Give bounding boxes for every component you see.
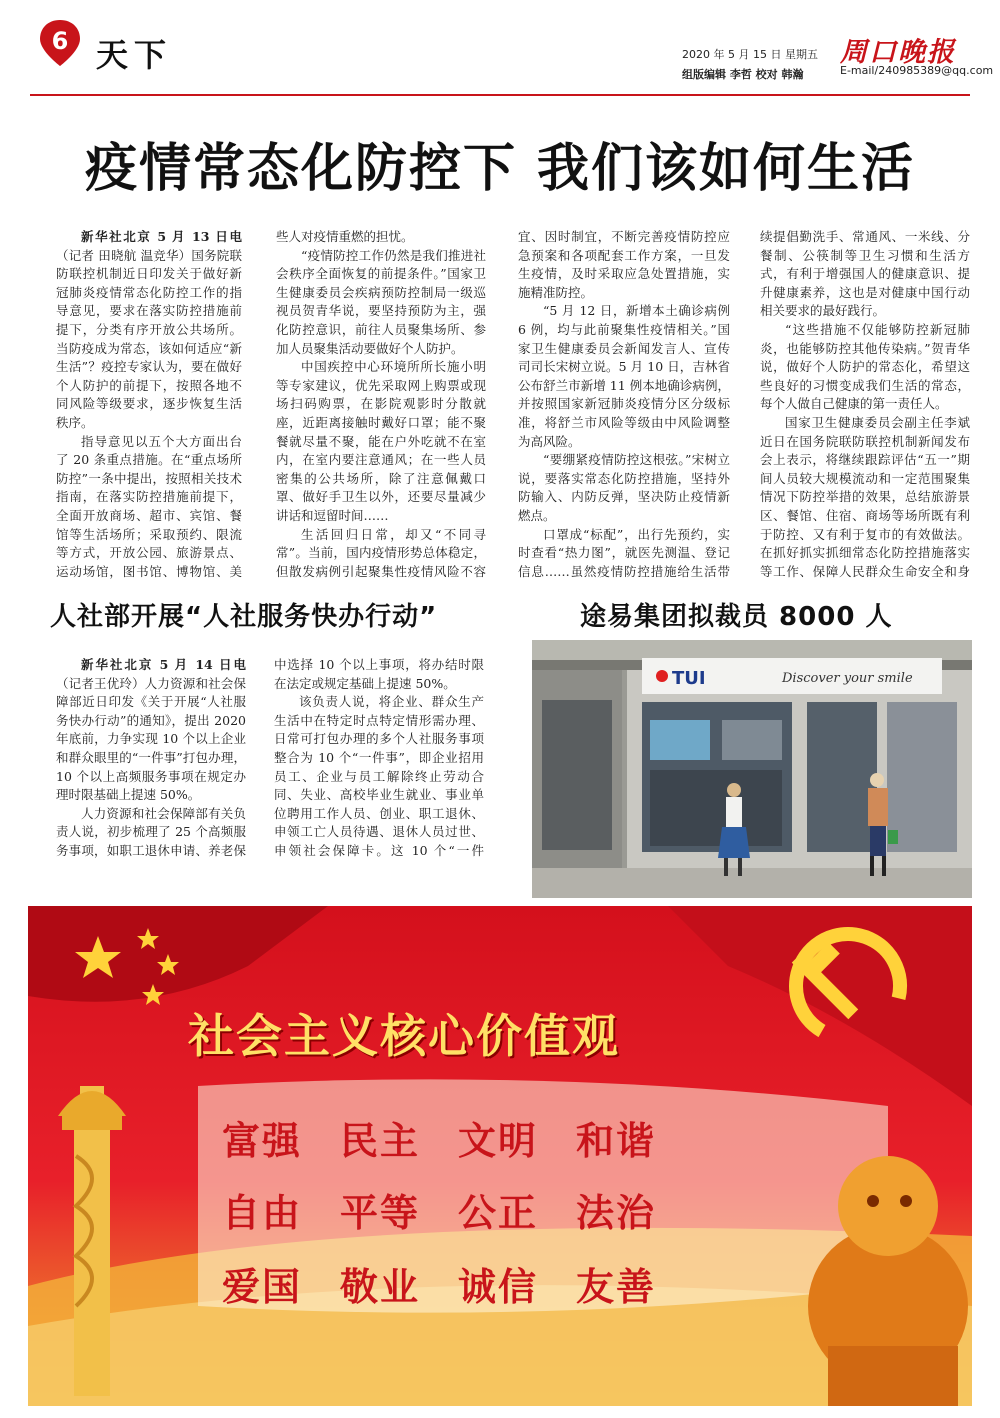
- dateline: 新华社北京 5 月 13 日电: [81, 229, 242, 244]
- value-word: 民主: [340, 1119, 421, 1163]
- article2-headline: 人社部开展“人社服务快办行动”: [50, 602, 438, 632]
- value-word: 友善: [576, 1265, 657, 1309]
- paragraph: 指导意见以五个大方面出台了 20 条重点措施。在“重点场所防控”一条中提出，按照相关技术指南，在落实防控措施前提下，全面开放商场、超市、宾馆、餐馆等生活场所；采取预约、限流等方式，开放公园、旅游景点、运动场馆，图书馆、博物馆、美: [56, 433, 242, 579]
- paragraph: 续提倡勤洗手、常通风、一米线、分餐制、公筷制等卫生习惯和生活方式，有利于增强国人的健康意识、提升健康素养，这也是对健康中国行动相关要求的最好践行。: [760, 229, 970, 319]
- dateline: 新华社北京 5 月 14 日电: [81, 657, 246, 672]
- main-headline: 疫情常态化防控下 我们该如何生活: [84, 139, 916, 199]
- value-word: 和谐: [576, 1119, 657, 1163]
- paragraph: 口罩成“标配”，出行先预约，实时查看“热力图”，就医先测温、登记信息……虽然疫情防控措施给生活带: [518, 526, 730, 579]
- main-article-col-2: [276, 228, 486, 580]
- masthead-logo: 周口晚报: [840, 37, 956, 68]
- main-article-col-1: [56, 228, 242, 580]
- paragraph: 该负责人说，将企业、群众生产生活中在特定时点特定情形需办理、日常可打包办理的多个人社服务事项整合为 10 个“一件事”，即企业招用员工、企业与员工解除终止劳动合同、失业、高校毕业生就业、事业单位聘用工作人员、创业、职工退休、申领工亡人员待遇、退休人员过世、申领社会保障卡。这 10 个“一件: [274, 694, 484, 858]
- photo-sign-slogan: Discover your smile: [782, 671, 913, 686]
- article3-headline: 途易集团拟裁员 8000 人: [580, 602, 893, 632]
- value-word: 敬业: [340, 1265, 421, 1309]
- main-article-col-3: [518, 228, 730, 580]
- value-word: 法治: [576, 1191, 657, 1235]
- email: E-mail/240985389@qq.com: [840, 64, 994, 77]
- header-rule: [30, 94, 970, 96]
- paragraph: “这些措施不仅能够防控新冠肺炎，也能够防控其他传染病。”贺青华说，做好个人防护的常态化，希望这些良好的习惯变成我们生活的常态，每个人做自己健康的第一责任人。: [760, 321, 970, 412]
- section-name: 天下: [96, 36, 173, 74]
- paragraph: 些人对疫情重燃的担忧。: [276, 229, 414, 244]
- paragraph: “疫情防控工作仍然是我们推进社会秩序全面恢复的前提条件。”国家卫生健康委员会疾病预防控制局一级巡视员贺青华说，要坚持预防为主，强化防控意识，前往人员聚集场所、参加人员聚集活动要做好个人防护。: [276, 247, 486, 356]
- value-word: 富强: [222, 1119, 303, 1163]
- value-word: 公正: [458, 1191, 539, 1235]
- issue-date: 2020 年 5 月 15 日 星期五: [682, 48, 818, 61]
- value-word: 平等: [340, 1191, 421, 1235]
- value-word: 爱国: [222, 1265, 303, 1309]
- main-article-col-4: [760, 228, 970, 580]
- editors: 组版编辑 李哲 校对 韩瀚: [682, 68, 804, 81]
- paragraph: （记者 田晓航 温竞华）国务院联防联控机制近日印发关于做好新冠肺炎疫情常态化防控工作的指导意见，要求在落实防控措施前提下，分类有序开放公共场所。当防疫成为常态，该如何适应“新生活”？疫控专家认为，要在做好个人防护的前提下，按照各地不同风险等级要求，逐步恢复生活秩序。: [56, 247, 242, 430]
- tui-storefront-photo: [532, 640, 972, 898]
- paragraph: 国家卫生健康委员会副主任李斌近日在国务院联防联控机制新闻发布会上表示，将继续跟踪评估“五一”期间人员较大规模流动和一定范围聚集情况下防控举措的效果，总结旅游景区、餐馆、住宿、商场等场所既有利于防控、又有利于复市的有效做法。在抓好抓实抓细常态化防控措施落实等工作、保障人民群众生命安全和身: [760, 414, 970, 579]
- paragraph: 生活回归日常，却又“不同寻常”。当前，国内疫情形势总体稳定，但散发病例引起聚集性疫情风险不容: [276, 526, 486, 579]
- page-number-badge: [38, 18, 82, 68]
- paragraph: （记者王优玲）人力资源和社会保障部近日印发《关于开展“人社服务快办行动”的通知》，提出 2020 年底前，力争实现 10 个以上企业和群众眼里的“一件事”打包办理，10 个以上高频服务事项在规定办理时限基础上提速 50%。: [56, 675, 246, 803]
- photo-sign-brand: TUI: [672, 668, 706, 689]
- value-word: 文明: [458, 1119, 539, 1163]
- value-word: 自由: [222, 1191, 303, 1235]
- paragraph: 中国疾控中心环境所所长施小明等专家建议，优先采取网上购票或现场扫码购票，在影院观影时分散就座，近距离接触时戴好口罩；能不聚餐就尽量不聚，能在户外吃就不在室内，在室内要注意通风；在一些人员密集的公共场所，除了注意佩戴口罩、做好手卫生以外，还要尽量减少讲话和逗留时间……: [276, 359, 486, 523]
- article2-col-1: [56, 656, 246, 860]
- header-meta: [682, 45, 818, 85]
- value-word: 诚信: [458, 1265, 539, 1309]
- paragraph: “5 月 12 日，新增本土确诊病例 6 例，均与此前聚集性疫情相关。”国家卫生健康委员会新闻发言人、宣传司司长宋树立说。5 月 10 日，吉林省公布舒兰市新增 11 例本地确诊病例，并按照国家新冠肺炎疫情分区分级标准，将舒兰市风险等级由中风险调整为高风险。: [518, 303, 730, 449]
- article2-col-2: [274, 656, 484, 860]
- paragraph: 中选择 10 个以上事项，将办结时限在法定或规定基础上提速 50%。: [274, 657, 484, 691]
- banner-title: 社会主义核心价值观: [188, 1009, 620, 1063]
- page-number: 6: [51, 27, 69, 55]
- paragraph: “要绷紧疫情防控这根弦。”宋树立说，要落实常态化防控措施，坚持外防输入、内防反弹，坚决防止疫情新燃点。: [518, 452, 730, 523]
- paragraph: 人力资源和社会保障部有关负责人说，初步梳理了 25 个高频服务事项，如职工退休申请、养老保: [56, 805, 246, 858]
- paragraph: 宜、因时制宜，不断完善疫情防控应急预案和各项配套工作方案，一旦发生疫情，及时采取应急处置措施，实施精准防控。: [518, 229, 730, 300]
